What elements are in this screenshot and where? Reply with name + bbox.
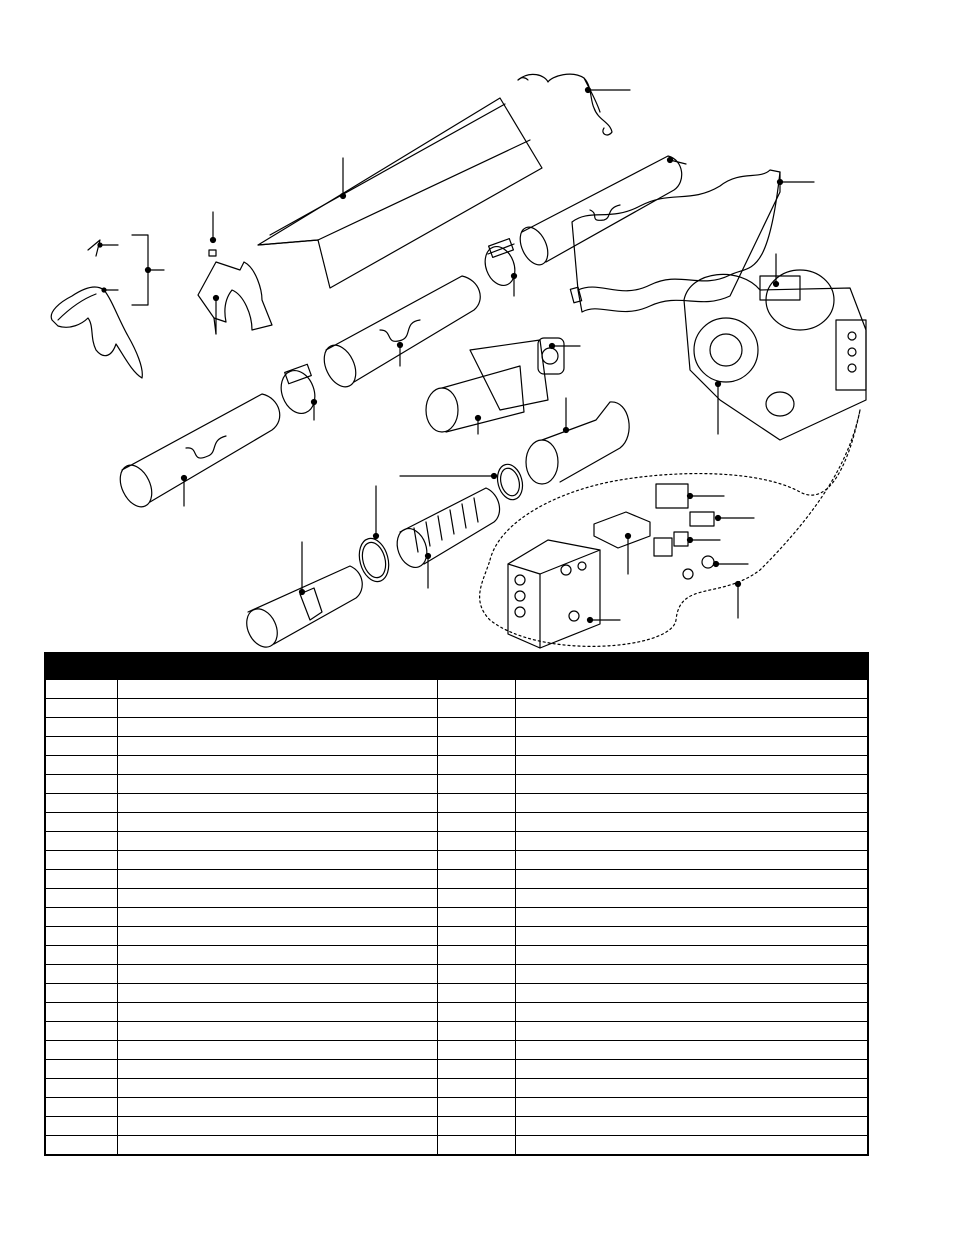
table-cell: [45, 984, 117, 1003]
table-cell: [515, 775, 868, 794]
table-cell: [437, 1060, 515, 1079]
table-cell: [515, 1079, 868, 1098]
parts-list-table: [44, 652, 869, 1156]
table-cell: [515, 1041, 868, 1060]
table-cell: [117, 756, 437, 775]
table-body: [45, 680, 868, 1155]
table-cell: [117, 718, 437, 737]
burner-head: [470, 338, 580, 410]
table-cell: [117, 984, 437, 1003]
table-cell: [437, 1136, 515, 1156]
table-row: [45, 699, 868, 718]
tailpipe: [526, 398, 629, 484]
header-cell: [117, 653, 437, 680]
table-cell: [515, 699, 868, 718]
table-cell: [117, 870, 437, 889]
flue-baffle: [570, 170, 814, 312]
damper-tube: [241, 542, 362, 650]
table-row: [45, 718, 868, 737]
table-cell: [437, 737, 515, 756]
table-cell: [45, 680, 117, 699]
table-cell: [437, 946, 515, 965]
table-cell: [437, 1098, 515, 1117]
reflector-end-cap: [198, 262, 272, 334]
header-cell: [515, 653, 868, 680]
table-cell: [117, 889, 437, 908]
table-cell: [515, 832, 868, 851]
table-cell: [437, 965, 515, 984]
table-row: [45, 984, 868, 1003]
table-cell: [515, 1117, 868, 1136]
table-cell: [437, 775, 515, 794]
tube-coupling-clamp-lower: [275, 364, 320, 420]
table-cell: [437, 813, 515, 832]
table-cell: [515, 813, 868, 832]
reflector-hanger-assembly: [51, 235, 164, 378]
hose-clamp: [355, 462, 526, 585]
table-cell: [117, 1136, 437, 1156]
combustion-chamber: [426, 366, 524, 434]
table-cell: [515, 1022, 868, 1041]
table-row: [45, 1079, 868, 1098]
table-cell: [45, 870, 117, 889]
table-cell: [117, 1003, 437, 1022]
tube-coupling-clamp: [480, 239, 520, 296]
table-cell: [515, 851, 868, 870]
set-screw: [209, 212, 216, 256]
table-cell: [45, 1079, 117, 1098]
table-cell: [117, 965, 437, 984]
table-cell: [515, 927, 868, 946]
table-cell: [45, 1003, 117, 1022]
table-cell: [515, 794, 868, 813]
table-cell: [117, 851, 437, 870]
table-cell: [45, 927, 117, 946]
table-cell: [117, 775, 437, 794]
table-cell: [45, 813, 117, 832]
table-row: [45, 946, 868, 965]
table-cell: [515, 946, 868, 965]
header-cell: [45, 653, 117, 680]
table-cell: [117, 680, 437, 699]
table-row: [45, 832, 868, 851]
tube-top-right: [515, 156, 686, 269]
header-cell: [437, 653, 515, 680]
table-cell: [45, 1060, 117, 1079]
table-cell: [515, 965, 868, 984]
table-cell: [437, 1041, 515, 1060]
table-row: [45, 813, 868, 832]
table-row: [45, 737, 868, 756]
table-cell: [437, 984, 515, 1003]
table-cell: [117, 737, 437, 756]
table-cell: [117, 927, 437, 946]
table-cell: [117, 1079, 437, 1098]
table-row: [45, 889, 868, 908]
table-cell: [45, 965, 117, 984]
table-cell: [117, 794, 437, 813]
table-row: [45, 908, 868, 927]
table-cell: [437, 927, 515, 946]
table-cell: [117, 1117, 437, 1136]
table-cell: [45, 718, 117, 737]
table-cell: [437, 699, 515, 718]
table-cell: [45, 756, 117, 775]
table-cell: [45, 775, 117, 794]
table-cell: [515, 680, 868, 699]
table-cell: [437, 794, 515, 813]
table-cell: [437, 870, 515, 889]
table-cell: [45, 1041, 117, 1060]
flexible-duct: [392, 488, 500, 588]
table-cell: [45, 1117, 117, 1136]
table-row: [45, 680, 868, 699]
table-cell: [45, 908, 117, 927]
table-header: [45, 653, 868, 680]
table-row: [45, 794, 868, 813]
table-cell: [515, 1060, 868, 1079]
table-row: [45, 851, 868, 870]
table-cell: [117, 908, 437, 927]
table-row: [45, 965, 868, 984]
table-cell: [515, 889, 868, 908]
table-row: [45, 1041, 868, 1060]
reflector: [258, 98, 542, 288]
table-cell: [437, 908, 515, 927]
table-row: [45, 870, 868, 889]
table-row: [45, 1136, 868, 1156]
table-cell: [45, 889, 117, 908]
table-row: [45, 756, 868, 775]
table-cell: [437, 851, 515, 870]
table-cell: [437, 1003, 515, 1022]
table-cell: [117, 1098, 437, 1117]
table-cell: [515, 756, 868, 775]
table-cell: [515, 870, 868, 889]
table-row: [45, 927, 868, 946]
table-cell: [117, 832, 437, 851]
table-row: [45, 775, 868, 794]
table-cell: [117, 1022, 437, 1041]
table-cell: [515, 1136, 868, 1156]
table-cell: [515, 1003, 868, 1022]
table-cell: [437, 1117, 515, 1136]
table-cell: [117, 1060, 437, 1079]
table-cell: [515, 1098, 868, 1117]
table-cell: [515, 984, 868, 1003]
table-cell: [45, 794, 117, 813]
table-cell: [437, 756, 515, 775]
table-cell: [45, 832, 117, 851]
table-row: [45, 1003, 868, 1022]
table-cell: [45, 737, 117, 756]
table-cell: [437, 889, 515, 908]
table-cell: [45, 946, 117, 965]
table-cell: [437, 832, 515, 851]
table-cell: [45, 1022, 117, 1041]
tube-middle: [318, 276, 480, 392]
table-cell: [117, 1041, 437, 1060]
hanger-s-hook: [518, 74, 630, 135]
table-cell: [437, 1079, 515, 1098]
table-cell: [515, 908, 868, 927]
table-row: [45, 1060, 868, 1079]
table-cell: [45, 1098, 117, 1117]
table-cell: [437, 680, 515, 699]
table-row: [45, 1022, 868, 1041]
table-cell: [437, 1022, 515, 1041]
table-cell: [117, 813, 437, 832]
table-cell: [437, 718, 515, 737]
table-cell: [45, 699, 117, 718]
control-box: [508, 540, 620, 648]
table-cell: [515, 737, 868, 756]
table-cell: [117, 699, 437, 718]
table-cell: [117, 946, 437, 965]
blower-assembly: [684, 254, 866, 440]
table-row: [45, 1098, 868, 1117]
tube-lower-left: [114, 394, 280, 512]
table-row: [45, 1117, 868, 1136]
table-cell: [45, 851, 117, 870]
control-components: [480, 410, 860, 646]
table-cell: [515, 718, 868, 737]
table-cell: [45, 1136, 117, 1156]
